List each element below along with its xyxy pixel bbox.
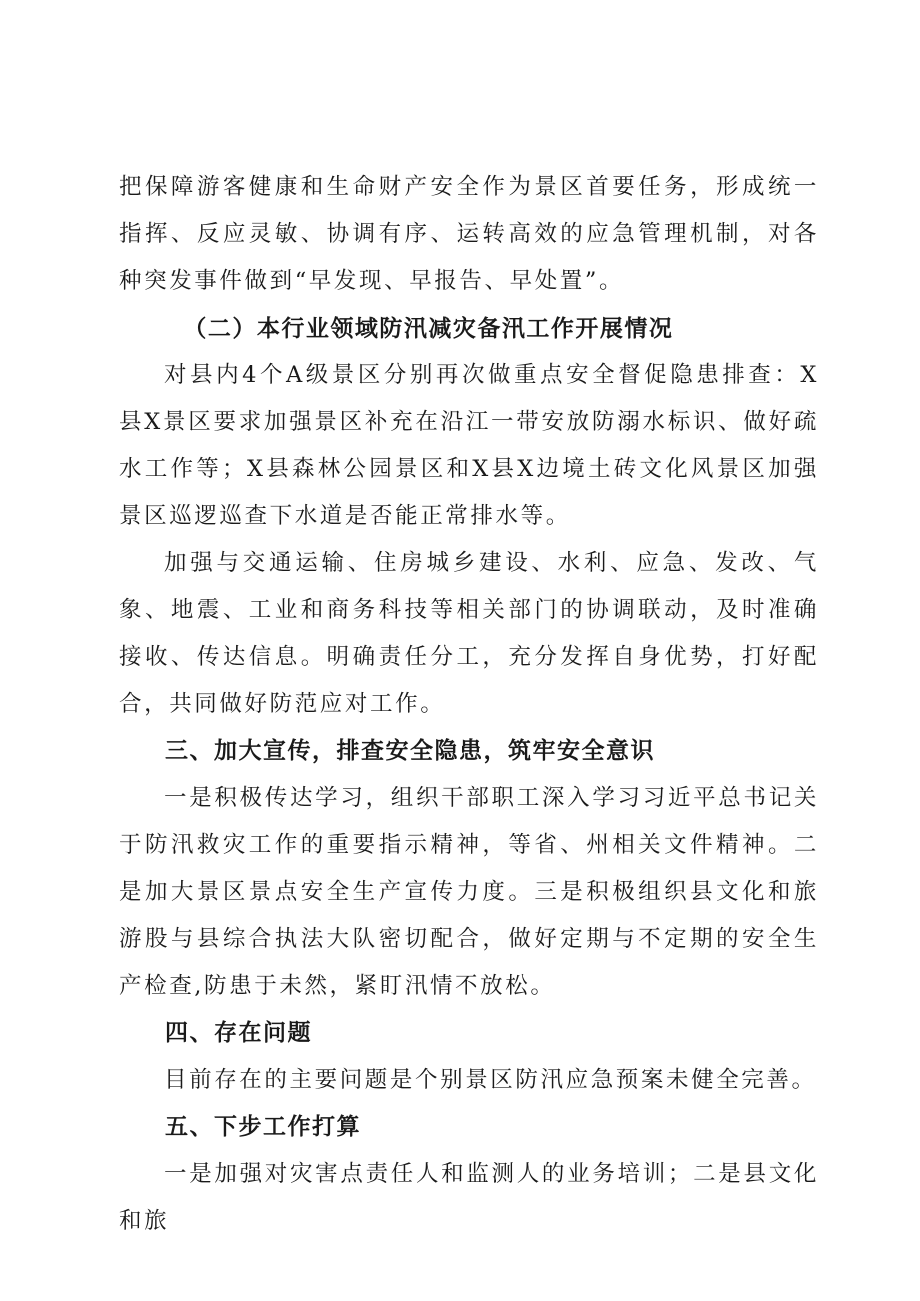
paragraph-publicity: 一是积极传达学习，组织干部职工深入学习习近平总书记关于防汛救灾工作的重要指示精神，等省、州相关文件精神。二是加大景区景点安全生产宣传力度。三是积极组织县文化和旅游股与县综合执法大队密切配合，做好定期与不定期的安全生产检查,防患于未然，紧盯汛情不放松。 [119,785,819,999]
document-body [119,164,819,1245]
paragraph-scenic-inspection: 对县内4个A级景区分别再次做重点安全督促隐患排查：X县X景区要求加强景区补充在沿江一带安放防溺水标识、做好疏水工作等；X县森林公园景区和X县X边境土砖文化风景区加强景区巡逻巡查下水道是否能正常排水等。 [119,362,819,529]
heading-problems: 四、存在问题 [165,1020,312,1046]
paragraph-intro: 把保障游客健康和生命财产安全作为景区首要任务，形成统一指挥、反应灵敏、协调有序、运转高效的应急管理机制，对各种突发事件做到“早发现、早报告、早处置”。 [119,174,819,294]
heading-publicity: 三、加大宣传，排查安全隐患，筑牢安全意识 [165,738,655,764]
subheading-flood-prevention: （二）本行业领域防汛减灾备汛工作开展情况 [183,315,674,342]
heading-next-steps: 五、下步工作打算 [165,1114,361,1140]
paragraph-problems: 目前存在的主要问题是个别景区防汛应急预案未健全完善。 [164,1067,817,1093]
paragraph-department-coordination: 加强与交通运输、住房城乡建设、水利、应急、发改、气象、地震、工业和商务科技等相关部门的协调联动，及时准确接收、传达信息。明确责任分工，充分发挥自身优势，打好配合，共同做好防范应对工作。 [119,550,819,717]
paragraph-next-steps: 一是加强对灾害点责任人和监测人的业务培训；二是县文化和旅 [119,1161,819,1234]
